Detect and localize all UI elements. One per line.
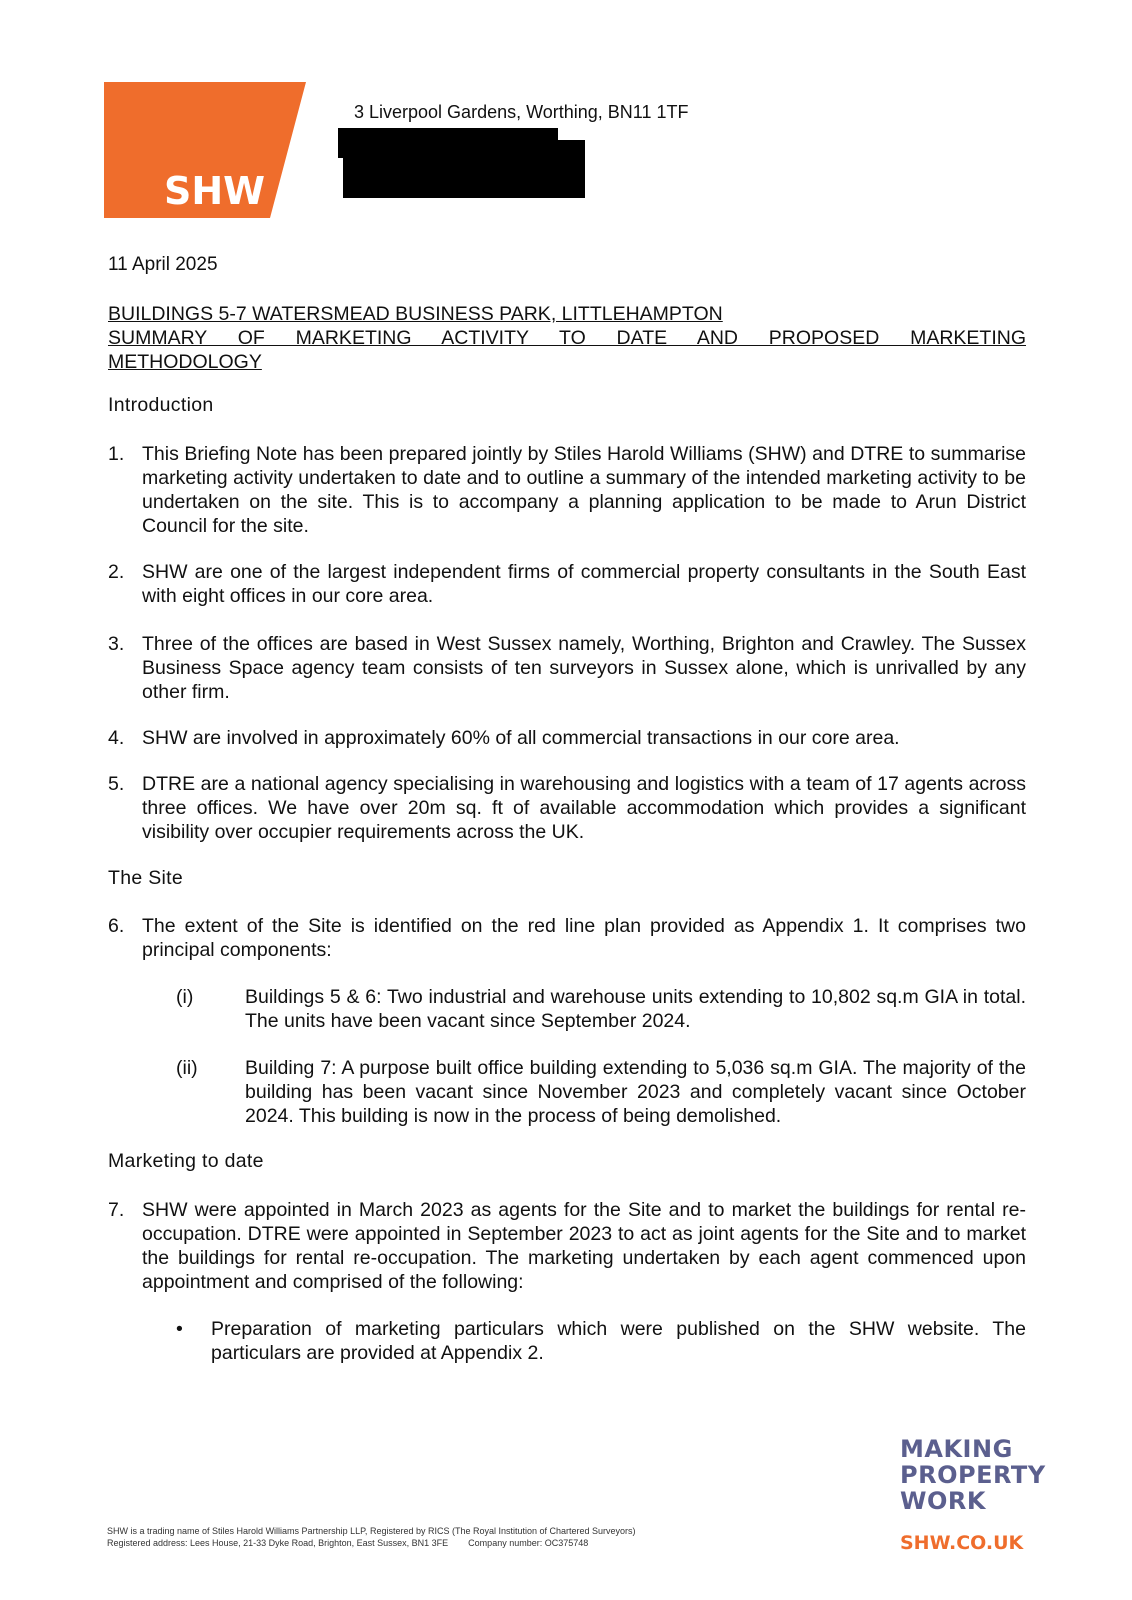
footer-line-2: Registered address: Lees House, 21-33 Dyke Road, Brighton, East Sussex, BN1 3FE Company number: OC375748 (107, 1538, 589, 1548)
paragraph-1 (108, 442, 1026, 538)
paragraph-text: SHW are one of the largest independent firms of commercial property consultants in the South East with eight offices in our core area. (142, 561, 1026, 607)
title-line-3: METHODOLOGY (108, 351, 262, 373)
paragraph-number: 2. (108, 561, 125, 583)
bullet-item (176, 1317, 1026, 1365)
paragraph-2 (108, 560, 1026, 608)
bullet-icon: • (176, 1318, 183, 1340)
paragraph-number: 7. (108, 1199, 125, 1221)
shw-logo (104, 82, 314, 218)
section-heading-marketing: Marketing to date (108, 1150, 264, 1172)
sender-address: 3 Liverpool Gardens, Worthing, BN11 1TF (354, 102, 689, 122)
paragraph-3 (108, 632, 1026, 704)
tagline-line-1: MAKING (900, 1435, 1013, 1463)
shw-logo-mark (104, 82, 314, 218)
letter-date: 11 April 2025 (108, 254, 218, 275)
document-title (108, 302, 1026, 374)
subitem-i (176, 985, 1026, 1033)
paragraph-7 (108, 1198, 1026, 1294)
logo-text: SHW (164, 169, 266, 213)
section-heading-introduction: Introduction (108, 394, 214, 416)
paragraph-number: 4. (108, 727, 125, 749)
subitem-text: Buildings 5 & 6: Two industrial and warehouse units extending to 10,802 sq.m GIA in total. The units have been vacant since September 2024. (245, 986, 1026, 1032)
paragraph-text: DTRE are a national agency specialising in warehousing and logistics with a team of 17 agents across three offices. We have over 20m sq. ft of available accommodation which provides a significant visibility over occupier requirements across the UK. (142, 773, 1026, 843)
section-heading-site: The Site (108, 867, 184, 889)
paragraph-text: The extent of the Site is identified on the red line plan provided as Appendix 1. It comprises two principal components: (142, 915, 1026, 961)
paragraph-text: Three of the offices are based in West Sussex namely, Worthing, Brighton and Crawley. The Sussex Business Space agency team consists of ten surveyors in Sussex alone, which is unrivalled by any other firm. (142, 633, 1026, 703)
paragraph-number: 1. (108, 443, 125, 465)
subitem-text: Building 7: A purpose built office building extending to 5,036 sq.m GIA. The majority of the building has been vacant since November 2023 and completely vacant since October 2024. This building is now in the process of being demolished. (245, 1057, 1026, 1127)
redaction-block (343, 140, 585, 198)
subitem-number: (i) (176, 986, 194, 1008)
paragraph-5 (108, 772, 1026, 844)
paragraph-number: 3. (108, 633, 125, 655)
tagline-line-3: WORK (900, 1487, 986, 1515)
paragraph-text: SHW were appointed in March 2023 as agents for the Site and to market the buildings for rental re-occupation. DTRE were appointed in September 2023 to act as joint agents for the Site and to market the buildings for rental re-occupation. The marketing undertaken by each agent commenced upon appointment and comprised of the following: (142, 1199, 1026, 1293)
paragraph-4 (108, 726, 1026, 750)
paragraph-text: SHW are involved in approximately 60% of all commercial transactions in our core area. (142, 727, 900, 749)
paragraph-text: This Briefing Note has been prepared jointly by Stiles Harold Williams (SHW) and DTRE to summarise marketing activity undertaken to date and to outline a summary of the intended marketing activity to be undertaken on the site. This is to accompany a planning application to be made to Arun District Council for the site. (142, 443, 1026, 537)
title-line-2: SUMMARY OF MARKETING ACTIVITY TO DATE AND PROPOSED MARKETING (108, 327, 1026, 349)
bullet-text: Preparation of marketing particulars which were published on the SHW website. The particulars are provided at Appendix 2. (211, 1318, 1026, 1364)
subitem-ii (176, 1056, 1026, 1128)
paragraph-number: 6. (108, 915, 125, 937)
website-url: SHW.CO.UK (900, 1532, 1024, 1554)
paragraph-number: 5. (108, 773, 125, 795)
subitem-number: (ii) (176, 1057, 198, 1079)
footer-line-1: SHW is a trading name of Stiles Harold Williams Partnership LLP, Registered by RICS (The Royal Institution of Chartered Surveyors) (107, 1526, 636, 1536)
title-line-1: BUILDINGS 5-7 WATERSMEAD BUSINESS PARK, LITTLEHAMPTON (108, 303, 723, 325)
paragraph-6 (108, 914, 1026, 962)
tagline-line-2: PROPERTY (900, 1461, 1046, 1489)
tagline (900, 1436, 1046, 1514)
footer-legal (107, 1525, 636, 1549)
